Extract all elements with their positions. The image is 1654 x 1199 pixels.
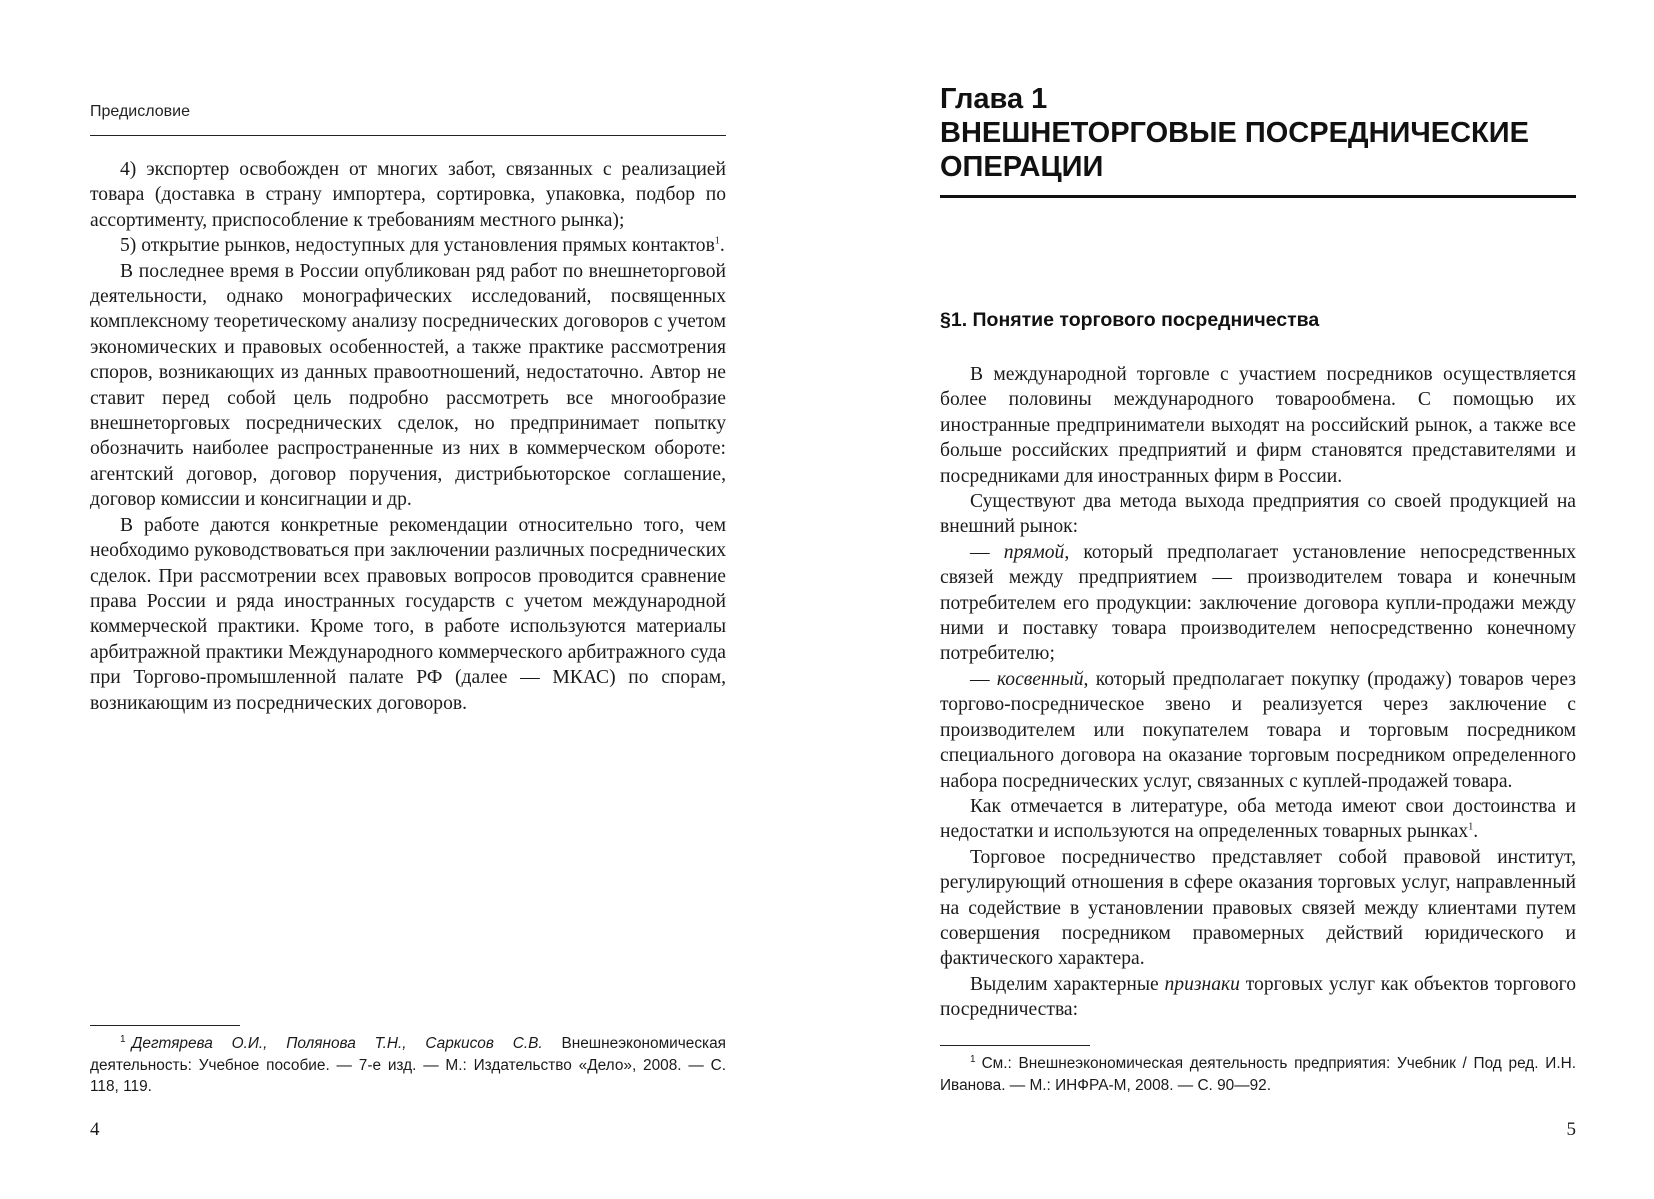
paragraph-text: , который предполагает покупку (продажу) товаров через торгово-посредническое звено и реализуется через заключение с производителем или покупателем товара и торговым посредником специального договора на оказание торговым посредником определенного набора посреднических услуг, связанных с куплей-продажей товара. [940, 668, 1576, 792]
chapter-title-line: ВНЕШНЕТОРГОВЫЕ ПОСРЕДНИЧЕСКИЕ [940, 117, 1529, 149]
paragraph [940, 540, 1576, 667]
footnote-text: Внешнеэкономическая деятельность: Учебное пособие. — 7-е изд. — М.: Издательство «Дело», 2008. — С. 118, 119. [90, 1035, 726, 1095]
footnote-text: См.: Внешнеэкономическая деятельность предприятия: Учебник / Под ред. И.Н. Иванова. — М.: ИНФРА-М, 2008. — С. 90—92. [940, 1055, 1576, 1094]
paragraph-text: торговых услуг как объектов торгового посредничества: [940, 973, 1576, 1021]
footnote [940, 1053, 1576, 1096]
footnote [90, 1033, 726, 1098]
paragraph: Существуют два метода выхода предприятия со своей продукцией на внешний рынок: [940, 491, 1576, 538]
paragraph: В работе даются конкретные рекомендации относительно того, чем необходимо руководствоваться при заключении различных посреднических сделок. При рассмотрении всех правовых вопросов проводится сравнение права России и ряда иностранных государств с учетом международной коммерческой практики. Кроме того, в работе используются материалы арбитражной практики Международного коммерческого арбитражного суда при Торгово-промышленной палате РФ (далее — МКАС) по спорам, возникающим из посреднических договоров. [90, 514, 726, 714]
paragraph [940, 794, 1576, 845]
chapter-title-line: ОПЕРАЦИИ [940, 151, 1104, 183]
footnote-mark: 1 [970, 1053, 976, 1065]
right-page [940, 0, 1576, 1199]
chapter-rule [940, 195, 1576, 198]
page-number: 5 [1566, 1119, 1576, 1140]
page-number: 4 [90, 1119, 100, 1140]
paragraph: Торговое посредничество представляет собой правовой институт, регулирующий отношения в сфере оказания торговых услуг, направленный на содействие в установлении правовых связей между клиентами путем совершения посредником правомерных действий юридического и фактического характера. [940, 846, 1576, 970]
running-head: Предисловие [90, 103, 190, 120]
paragraph: 5) открытие рынков, недоступных для установления прямых контактов$^1$. [120, 235, 725, 257]
footnote-rule [940, 1045, 1090, 1046]
paragraph [940, 972, 1576, 1023]
emphasis: косвенный [996, 668, 1084, 690]
chapter-heading [940, 82, 1576, 184]
running-head-rule [90, 135, 726, 136]
paragraph-text: , который предполагает установление непосредственных связей между предприятием — производителем товара и конечным потребителем его продукции: заключение договора купли-продажи между ними и поставку товара производителем непосредственно конечному потребителю; [940, 541, 1577, 665]
paragraph-text: 5) открытие рынков, недоступных для установления прямых контактов [120, 235, 715, 257]
paragraph: 4) экспортер освобожден от многих забот, связанных с реализацией товара (доставка в страну импортера, сортировка, упаковка, подбор по ассортименту, приспособление к требованиям местного рынка); [90, 159, 726, 231]
emphasis: прямой [1003, 541, 1065, 563]
footnote-rule [90, 1025, 240, 1026]
left-body-text [90, 157, 726, 716]
emphasis: признаки [1164, 973, 1240, 995]
paragraph-end: . [1473, 821, 1479, 843]
chapter-label: Глава 1 [940, 83, 1048, 115]
right-body-text [940, 362, 1576, 1023]
footnote-mark: 1 [120, 1033, 126, 1045]
dash: — [970, 541, 1004, 563]
dash: — [970, 668, 997, 690]
footnote-ref[interactable]: 1 [714, 235, 720, 247]
paragraph-text: Как отмечается в литературе, оба метода имеют свои достоинства и недостатки и используются на определенных товарных рынках [940, 795, 1576, 843]
paragraph-text: Выделим характерные [970, 973, 1165, 995]
footnote-ref[interactable]: 1 [1468, 821, 1474, 833]
footnote-authors: Дегтярева О.И., Полянова Т.Н., Саркисов С.В. [131, 1035, 543, 1052]
left-page [90, 0, 726, 1199]
paragraph: В международной торговле с участием посредников осуществляется более половины международного товарообмена. С помощью их иностранные предприниматели выходят на российский рынок, а также все больше российских предприятий и фирм становятся представителями и посредниками для иностранных фирм в России. [940, 364, 1576, 487]
paragraph [940, 667, 1576, 794]
section-title: §1. Понятие торгового посредничества [940, 309, 1320, 331]
paragraph: В последнее время в России опубликован ряд работ по внешнеторговой деятельности, однако монографических исследований, посвященных комплексному теоретическому анализу посреднических договоров с учетом экономических и правовых особенностей, а также практике рассмотрения споров, возникающих из данных правоотношений, недостаточно. Автор не ставит перед собой цель подробно рассмотреть все многообразие внешнеторговых посреднических сделок, но предпринимает попытку обозначить наиболее распространенные из них в коммерческом обороте: агентский договор, договор поручения, дистрибьюторское соглашение, договор комиссии и консигнации и др. [90, 260, 726, 511]
